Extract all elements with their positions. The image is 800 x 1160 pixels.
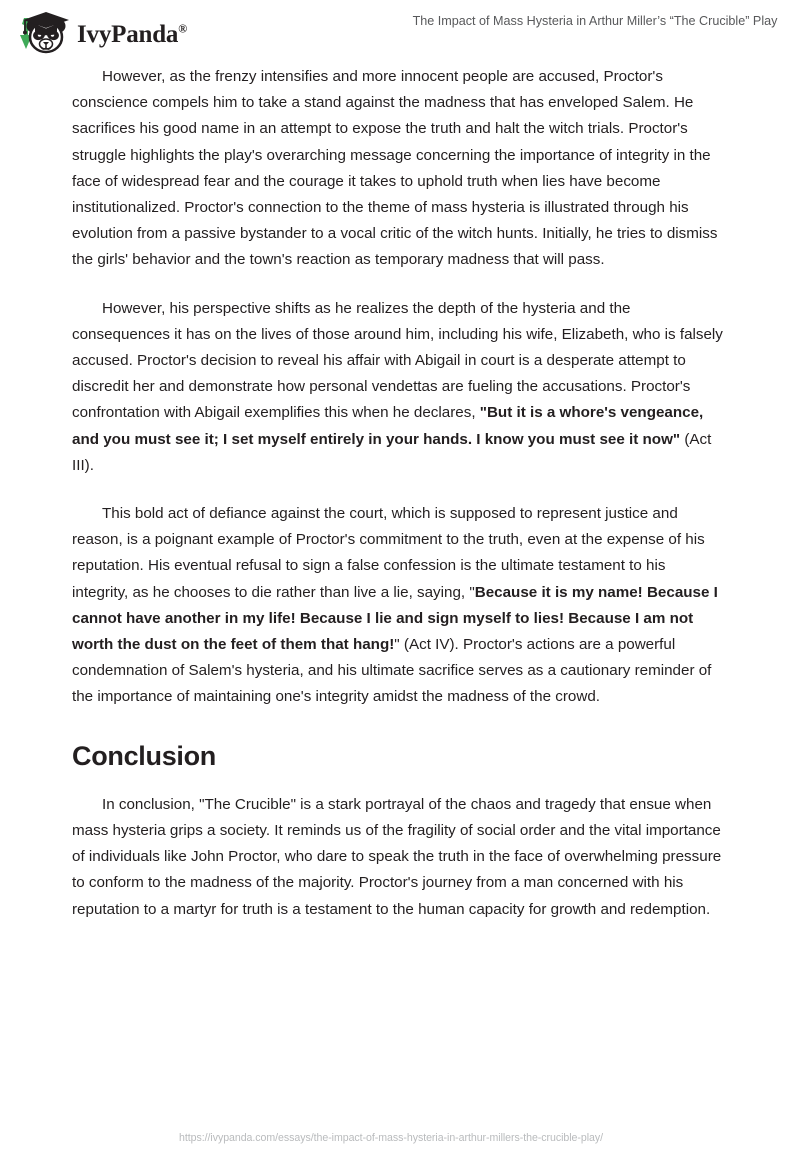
text-run: (Act III). — [72, 430, 712, 474]
page-header — [0, 0, 800, 62]
text-run: This bold act of defiance against the court, which is supposed to represent justice and reason, is a poignant example of Proctor's commitment to the truth, even at the expense of his reputation. His eventual refusal to sign a false confession is the ultimate testament to his integrity, as he chooses to die rather than live a lie, saying, " — [72, 505, 705, 601]
document-title: The Impact of Mass Hysteria in Arthur Miller’s “The Crucible” Play — [412, 14, 778, 28]
quote-act-three: "But it is a whore's vengeance, and you must see it; I set myself entirely in your hands. I know you must see it now" — [72, 404, 704, 448]
page-footer — [0, 1128, 800, 1146]
panda-graduation-cap-logo-icon — [13, 9, 75, 55]
brand-logo[interactable] — [13, 9, 187, 55]
registered-mark: ® — [178, 21, 187, 36]
conclusion-heading: Conclusion — [72, 740, 216, 771]
article-body — [72, 64, 724, 945]
text-run: In conclusion, "The Crucible" is a stark portrayal of the chaos and tragedy that ensue when mass hysteria grips a society. It reminds us of the fragility of social order and the vital importance of individuals like John Proctor, who dare to speak the truth in the face of overwhelming pressure to conform to the madness of the majority. Proctor's journey from a man concerned with his reputation to a martyr for truth is a testament to the human capacity for growth and redemption. — [72, 795, 722, 918]
source-url[interactable]: https://ivypanda.com/essays/the-impact-of-mass-hysteria-in-arthur-millers-the-crucible-play/ — [179, 1132, 603, 1144]
quote-act-four: Because it is my name! Because I cannot have another in my life! Because I lie and sign myself to lies! Because I am not worth the dust on the feet of them that hang! — [72, 583, 718, 654]
paragraph-2 — [72, 296, 724, 479]
brand-name-text: IvyPanda — [77, 20, 179, 48]
paragraph-3 — [72, 501, 724, 711]
brand-name — [77, 22, 187, 47]
paragraph-4 — [72, 792, 724, 923]
text-run: However, as the frenzy intensifies and more innocent people are accused, Proctor's conscience compels him to take a stand against the madness that has enveloped Salem. He sacrifices his good name in an attempt to expose the truth and halt the witch trials. Proctor's struggle highlights the play's overarching message concerning the importance of integrity in the face of widespread fear and the courage it takes to uphold truth when lies have become institutionalized. Proctor's connection to the theme of mass hysteria is illustrated through his evolution from a passive bystander to a vocal critic of the witch hunts. Initially, he tries to dismiss the girls' behavior and the town's reaction as temporary madness that will pass. — [72, 68, 718, 269]
paragraph-1 — [72, 64, 724, 274]
text-run: However, his perspective shifts as he realizes the depth of the hysteria and the consequences it has on the lives of those around him, including his wife, Elizabeth, who is falsely accused. Proctor's decision to reveal his affair with Abigail in court is a desperate attempt to discredit her and demonstrate how personal vendettas are fueling the accusations. Proctor's confrontation with Abigail exemplifies this when he declares, — [72, 299, 723, 422]
text-run: " (Act IV). Proctor's actions are a powerful condemnation of Salem's hysteria, and his ultimate sacrifice serves as a cautionary reminder of the importance of maintaining one's integrity amidst the madness of the crowd. — [72, 636, 712, 706]
